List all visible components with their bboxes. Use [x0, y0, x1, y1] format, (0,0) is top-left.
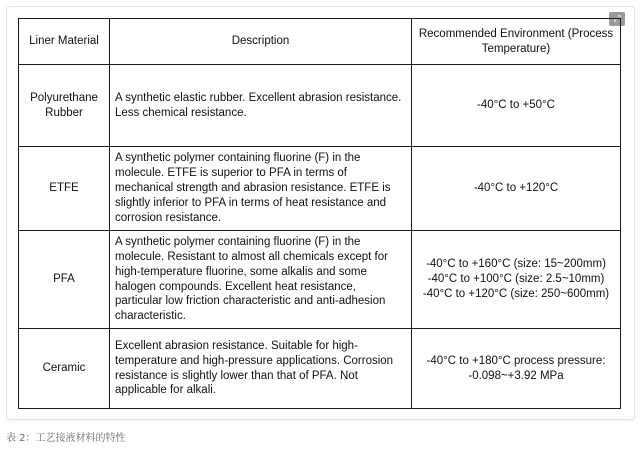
environment-line: -40°C to +120°C — [473, 182, 559, 195]
cell-description: A synthetic polymer containing fluorine (F) in the molecule. Resistant to almost all chemicals except for high-temperature fluorine, some alkalis and some halogen compounds. Excellent heat resistance, particular low friction characteristic and anti-adhesion characteristic. — [110, 231, 412, 329]
cell-environment — [412, 65, 621, 147]
cell-environment — [412, 231, 621, 329]
table-caption: 表 2：工艺接液材料的特性 — [6, 433, 126, 444]
cell-material: Ceramic — [19, 329, 110, 409]
table-header-row — [19, 19, 621, 65]
table-row — [19, 231, 621, 329]
environment-line: -40°C to +100°C (size: 2.5~10mm) — [427, 273, 605, 286]
table-row — [19, 329, 621, 409]
environment-line: -0.098~+3.92 MPa — [468, 369, 564, 382]
cell-environment — [412, 329, 621, 409]
cell-material: PFA — [19, 231, 110, 329]
header-environment: Recommended Environment (Process Temperature) — [412, 19, 621, 65]
table-row — [19, 65, 621, 147]
expand-icon[interactable]: ⤢ — [609, 12, 625, 26]
table-row — [19, 147, 621, 231]
cell-environment — [412, 147, 621, 231]
cell-description: A synthetic elastic rubber. Excellent abrasion resistance. Less chemical resistance. — [110, 65, 412, 147]
environment-line: -40°C to +50°C — [477, 99, 555, 112]
cell-material: Polyurethane Rubber — [19, 65, 110, 147]
environment-line: -40°C to +120°C (size: 250~600mm) — [422, 287, 610, 300]
cell-description: Excellent abrasion resistance. Suitable for high-temperature and high-pressure applications. Corrosion resistance is slightly lower than that of PFA. Not applicable for alkali. — [110, 329, 412, 409]
liner-material-table — [18, 18, 621, 409]
environment-line: -40°C to +160°C (size: 15~200mm) — [426, 258, 606, 271]
environment-line: -40°C to +180°C process pressure: — [426, 354, 606, 367]
header-liner-material: Liner Material — [19, 19, 110, 65]
cell-description: A synthetic polymer containing fluorine (F) in the molecule. ETFE is superior to PFA in terms of mechanical strength and abrasion resistance. ETFE is slightly inferior to PFA in terms of heat resistance and corrosion resistance. — [110, 147, 412, 231]
header-description: Description — [110, 19, 412, 65]
cell-material: ETFE — [19, 147, 110, 231]
